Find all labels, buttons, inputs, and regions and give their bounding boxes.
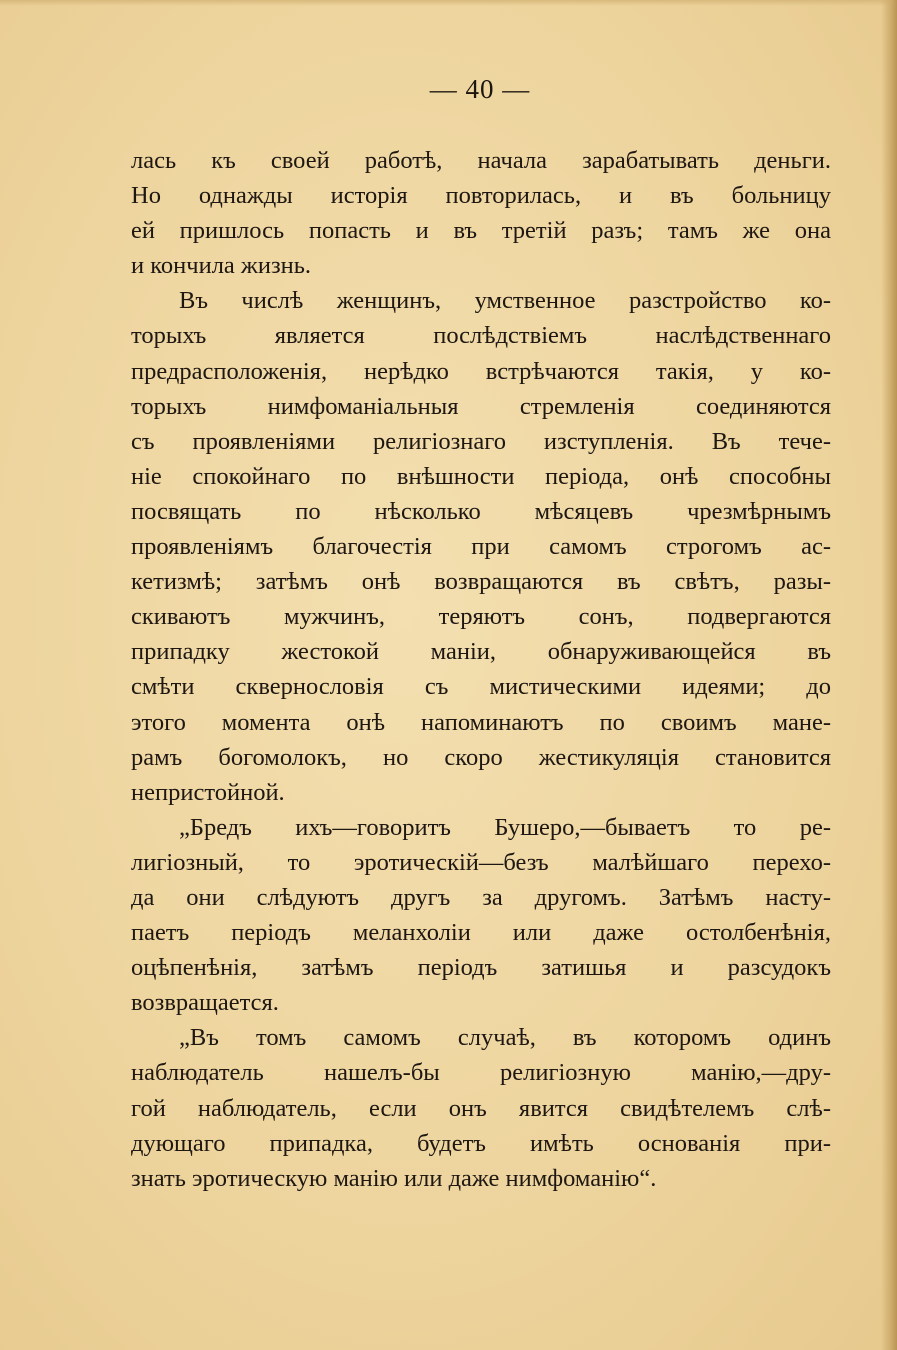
text-line: торыхъ является послѣдствіемъ наслѣдственнаго xyxy=(131,322,831,350)
text-line: лигіозный, то эротическій—безъ малѣйшаго перехо- xyxy=(131,848,831,876)
text-line: и кончила жизнь. xyxy=(131,252,312,280)
paragraph xyxy=(131,1020,831,1195)
paragraph xyxy=(131,143,831,283)
paragraph xyxy=(131,283,831,809)
text-line: дующаго припадка, будетъ имѣть основанія при- xyxy=(131,1129,831,1157)
text-line: „Въ томъ самомъ случаѣ, въ которомъ одинъ xyxy=(179,1024,831,1052)
text-line: „Бредъ ихъ—говоритъ Бушеро,—бываетъ то ре- xyxy=(179,813,831,841)
text-line: припадку жестокой маніи, обнаруживающейся въ xyxy=(131,638,831,666)
text-line: паетъ періодъ меланхоліи или даже остолбенѣнія, xyxy=(131,919,831,947)
text-line: рамъ богомолокъ, но скоро жестикуляція становится xyxy=(131,743,831,771)
text-line: ніе спокойнаго по внѣшности періода, онѣ способны xyxy=(131,462,831,490)
text-line: возвращается. xyxy=(131,989,279,1017)
text-line: оцѣпенѣнія, затѣмъ періодъ затишья и разсудокъ xyxy=(131,954,831,982)
text-line: да они слѣдуютъ другъ за другомъ. Затѣмъ насту- xyxy=(131,883,831,911)
text-line: этого момента онѣ напоминаютъ по своимъ мане- xyxy=(131,708,831,736)
text-line: съ проявленіями религіознаго изступленія. Въ тече- xyxy=(131,427,831,455)
page-number: — 40 — xyxy=(429,74,531,104)
text-line: Но однажды исторія повторилась, и въ больницу xyxy=(131,182,831,210)
text-line: гой наблюдатель, если онъ явится свидѣтелемъ слѣ- xyxy=(131,1094,831,1122)
text-line: непристойной. xyxy=(131,778,285,806)
paragraph xyxy=(131,810,831,1021)
text-line: посвящать по нѣсколько мѣсяцевъ чрезмѣрнымъ xyxy=(131,497,831,525)
text-line: ей пришлось попасть и въ третій разъ; тамъ же она xyxy=(131,217,831,245)
body-text xyxy=(131,143,831,1196)
text-line: смѣти сквернословія съ мистическими идеями; до xyxy=(131,673,831,701)
page-top-edge xyxy=(0,0,897,6)
text-line: предрасположенія, нерѣдко встрѣчаются такія, у ко- xyxy=(131,357,831,385)
text-line: знать эротическую манію или даже нимфоманію“. xyxy=(131,1164,657,1192)
text-line: наблюдатель нашелъ-бы религіозную манію,—дру- xyxy=(131,1059,831,1087)
text-line: скиваютъ мужчинъ, теряютъ сонъ, подвергаются xyxy=(131,603,831,631)
text-line: Въ числѣ женщинъ, умственное разстройство ко- xyxy=(179,287,831,315)
text-line: торыхъ нимфоманіальныя стремленія соединяются xyxy=(131,392,831,420)
text-line: лась къ своей работѣ, начала зарабатывать деньги. xyxy=(131,147,831,174)
text-line: проявленіямъ благочестія при самомъ строгомъ ас- xyxy=(131,533,831,561)
text-line: кетизмѣ; затѣмъ онѣ возвращаются въ свѣтъ, разы- xyxy=(131,568,831,596)
page-right-edge xyxy=(881,0,897,1350)
